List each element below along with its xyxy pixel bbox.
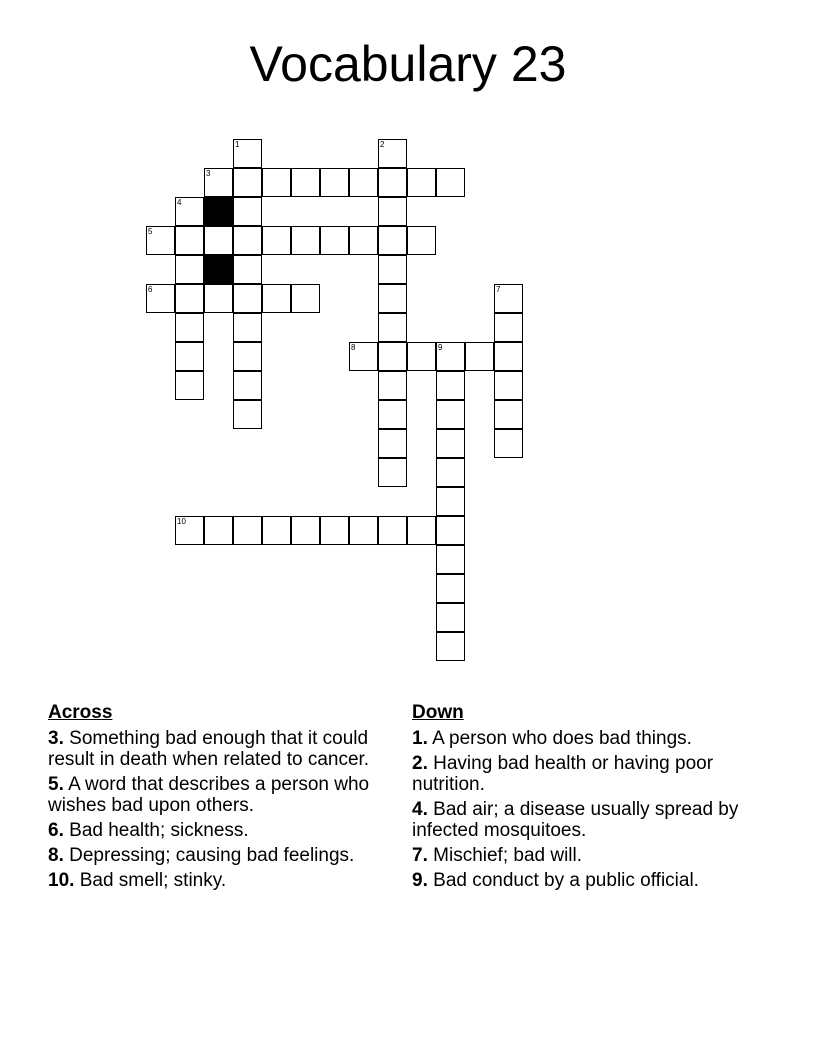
clue-number-label: 3: [206, 169, 211, 178]
grid-cell[interactable]: [175, 255, 204, 284]
clue-number: 9.: [412, 870, 428, 891]
grid-cell[interactable]: [175, 313, 204, 342]
grid-cell[interactable]: [436, 545, 465, 574]
grid-cell[interactable]: [146, 226, 175, 255]
grid-block: [204, 255, 233, 284]
grid-cell[interactable]: [291, 516, 320, 545]
across-clues: [48, 702, 404, 895]
grid-cell[interactable]: [436, 400, 465, 429]
clue-across-10: [48, 870, 404, 891]
grid-cell[interactable]: [436, 429, 465, 458]
clue-number-label: 6: [148, 285, 153, 294]
clue-number: 1.: [412, 728, 428, 749]
grid-cell[interactable]: [378, 139, 407, 168]
clue-text: A person who does bad things.: [432, 728, 692, 749]
grid-cell[interactable]: [407, 342, 436, 371]
grid-cell[interactable]: [146, 284, 175, 313]
clue-number-label: 7: [496, 285, 501, 294]
grid-cell[interactable]: [407, 516, 436, 545]
grid-cell[interactable]: [436, 603, 465, 632]
clue-down-1: [412, 728, 768, 749]
grid-cell[interactable]: [465, 342, 494, 371]
clue-number: 5.: [48, 774, 64, 795]
grid-cell[interactable]: [262, 226, 291, 255]
clue-number: 3.: [48, 728, 64, 749]
clue-down-4: [412, 799, 768, 841]
clue-across-8: [48, 845, 404, 866]
grid-cell[interactable]: [378, 400, 407, 429]
grid-cell[interactable]: [320, 168, 349, 197]
grid-cell[interactable]: [407, 168, 436, 197]
clue-across-3: [48, 728, 404, 770]
grid-cell[interactable]: [175, 371, 204, 400]
grid-cell[interactable]: [320, 226, 349, 255]
grid-cell[interactable]: [175, 342, 204, 371]
grid-cell[interactable]: [262, 168, 291, 197]
grid-cell[interactable]: [233, 371, 262, 400]
clue-text: Something bad enough that it could result in death when related to cancer.: [48, 728, 370, 770]
grid-cell[interactable]: [436, 168, 465, 197]
down-clues: [412, 702, 768, 895]
grid-cell[interactable]: [436, 371, 465, 400]
grid-cell[interactable]: [378, 313, 407, 342]
grid-cell[interactable]: [291, 226, 320, 255]
grid-cell[interactable]: [436, 342, 465, 371]
clue-across-6: [48, 820, 404, 841]
grid-cell[interactable]: [436, 516, 465, 545]
grid-cell[interactable]: [349, 226, 378, 255]
page-title: Vocabulary 23: [249, 36, 567, 92]
clue-number-label: 4: [177, 198, 182, 207]
grid-cell[interactable]: [494, 342, 523, 371]
grid-cell[interactable]: [262, 284, 291, 313]
grid-cell[interactable]: [494, 371, 523, 400]
clue-number: 10.: [48, 870, 75, 891]
clue-text: Depressing; causing bad feelings.: [69, 845, 355, 866]
grid-cell[interactable]: [407, 226, 436, 255]
grid-cell[interactable]: [494, 400, 523, 429]
clue-text: Bad smell; stinky.: [79, 870, 227, 891]
grid-cell[interactable]: [175, 226, 204, 255]
grid-cell[interactable]: [204, 168, 233, 197]
grid-cell[interactable]: [378, 342, 407, 371]
clue-number: 2.: [412, 753, 428, 774]
grid-cell[interactable]: [291, 168, 320, 197]
clue-number-label: 9: [438, 343, 443, 352]
grid-cell[interactable]: [233, 400, 262, 429]
grid-cell[interactable]: [233, 139, 262, 168]
grid-cell[interactable]: [378, 429, 407, 458]
grid-cell[interactable]: [233, 168, 262, 197]
grid-cell[interactable]: [378, 458, 407, 487]
grid-cell[interactable]: [378, 516, 407, 545]
grid-cell[interactable]: [233, 516, 262, 545]
grid-cell[interactable]: [378, 255, 407, 284]
clue-number-label: 2: [380, 140, 385, 149]
clue-number: 8.: [48, 845, 64, 866]
clue-text: A word that describes a person who wishes bad upon others.: [48, 774, 370, 816]
clue-number: 6.: [48, 820, 64, 841]
grid-cell[interactable]: [175, 197, 204, 226]
clue-number-label: 10: [177, 517, 186, 526]
grid-cell[interactable]: [378, 168, 407, 197]
grid-cell[interactable]: [494, 284, 523, 313]
grid-cell[interactable]: [378, 284, 407, 313]
grid-cell[interactable]: [378, 226, 407, 255]
grid-cell[interactable]: [233, 284, 262, 313]
clue-text: Bad conduct by a public official.: [433, 870, 699, 891]
grid-cell[interactable]: [349, 516, 378, 545]
clue-down-7: [412, 845, 768, 866]
across-heading: Across: [48, 702, 113, 723]
grid-cell[interactable]: [233, 197, 262, 226]
grid-cell[interactable]: [436, 632, 465, 661]
clue-down-9: [412, 870, 768, 891]
grid-cell[interactable]: [204, 284, 233, 313]
grid-cell[interactable]: [233, 226, 262, 255]
grid-cell[interactable]: [349, 168, 378, 197]
grid-cell[interactable]: [291, 284, 320, 313]
clue-across-5: [48, 774, 404, 816]
grid-cell[interactable]: [233, 255, 262, 284]
grid-cell[interactable]: [494, 313, 523, 342]
grid-cell[interactable]: [436, 487, 465, 516]
grid-cell[interactable]: [320, 516, 349, 545]
grid-cell[interactable]: [378, 197, 407, 226]
clue-down-2: [412, 753, 768, 795]
grid-cell[interactable]: [436, 458, 465, 487]
clue-text: Bad air; a disease usually spread by infected mosquitoes.: [412, 799, 739, 841]
clue-number-label: 5: [148, 227, 153, 236]
grid-cell[interactable]: [436, 574, 465, 603]
grid-cell[interactable]: [204, 226, 233, 255]
grid-cell[interactable]: [262, 516, 291, 545]
grid-cell[interactable]: [233, 342, 262, 371]
grid-cell[interactable]: [233, 313, 262, 342]
clue-text: Bad health; sickness.: [69, 820, 249, 841]
grid-cell[interactable]: [204, 516, 233, 545]
grid-block: [204, 197, 233, 226]
grid-cell[interactable]: [349, 342, 378, 371]
clue-text: Mischief; bad will.: [433, 845, 583, 866]
grid-cell[interactable]: [175, 284, 204, 313]
down-heading: Down: [412, 702, 464, 723]
clue-number: 7.: [412, 845, 428, 866]
grid-cell[interactable]: [378, 371, 407, 400]
clue-number: 4.: [412, 799, 428, 820]
grid-cell[interactable]: [494, 429, 523, 458]
clue-number-label: 8: [351, 343, 356, 352]
clue-text: Having bad health or having poor nutrition.: [412, 753, 714, 795]
grid-cell[interactable]: [175, 516, 204, 545]
clue-number-label: 1: [235, 140, 240, 149]
